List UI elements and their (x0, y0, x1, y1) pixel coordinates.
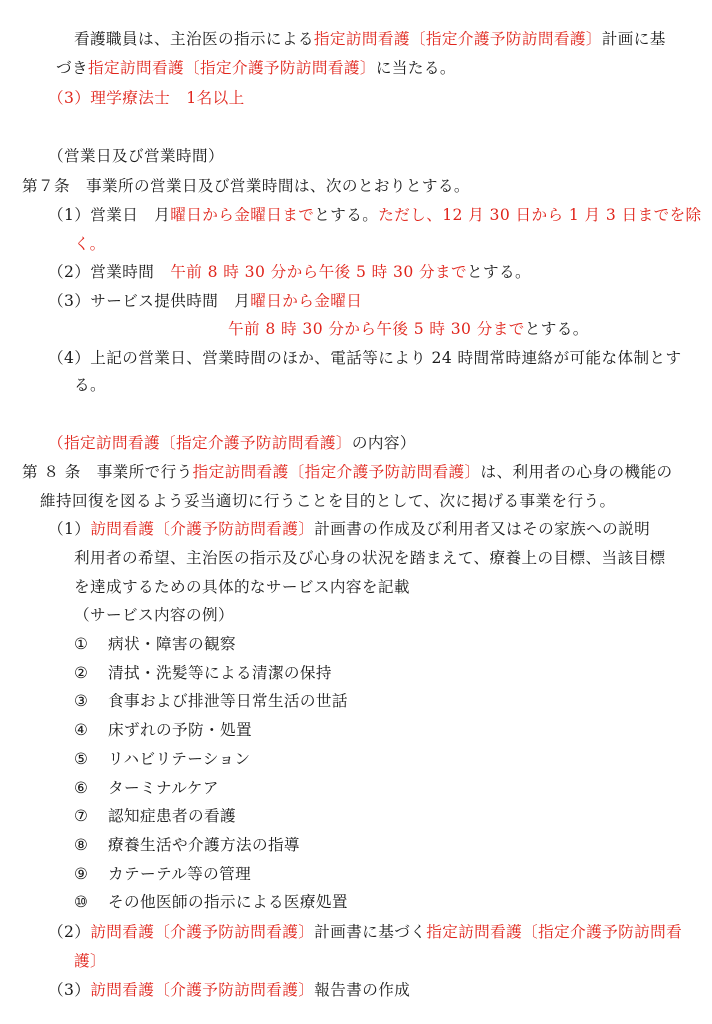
example-text: 認知症患者の看護 (108, 807, 236, 825)
art7-heading: 第７条 事業所の営業日及び営業時間は、次のとおりとする。 (22, 177, 470, 195)
highlighted-text: 訪問看護〔介護予防訪問看護〕 (90, 981, 315, 999)
highlighted-text: 曜日から金曜日まで (170, 206, 315, 224)
art7-item4-line1: （4）上記の営業日、営業時間のほか、電話等により 24 時間常時連絡が可能な体制とす (48, 349, 682, 367)
highlighted-text: 指定訪問看護〔指定介護予防訪問看護〕 (88, 59, 376, 77)
example-number: ⑧ (74, 836, 89, 854)
art7-item3-line2 (228, 318, 589, 340)
body-text: とする。 (467, 263, 531, 281)
highlighted-text: 指定訪問看護〔指定介護予防訪問看 (426, 923, 683, 941)
example-text: 床ずれの予防・処置 (108, 721, 252, 739)
example-text: カテーテル等の管理 (108, 865, 252, 883)
art8-item2-line2: 護〕 (74, 952, 106, 970)
body-text: とする。 (524, 320, 589, 338)
body-text: 計画書の作成及び利用者又はその家族への説明 (314, 520, 651, 538)
art7-item4-line2: る。 (74, 376, 106, 394)
art8-examples-caption: （サービス内容の例） (74, 606, 234, 624)
highlighted-text: 曜日から金曜日 (250, 292, 363, 310)
highlighted-text: 午前 8 時 30 分から午後 5 時 30 分まで (170, 263, 467, 281)
body-text: づき (56, 59, 88, 77)
body-text: の内容） (351, 434, 416, 452)
example-text: リハビリテーション (108, 750, 251, 768)
body-text: 看護職員は、主治医の指示による (74, 30, 314, 48)
example-number: ⑨ (74, 865, 89, 883)
example-text: 食事および排泄等日常生活の世話 (108, 692, 348, 710)
highlighted-text: 指定訪問看護〔指定介護予防訪問看護〕 (313, 30, 602, 48)
body-text: 計画に基 (601, 30, 666, 48)
highlighted-text: ただし、12 月 30 日から 1 月 3 日までを除 (378, 206, 702, 224)
example-text: 療養生活や介護方法の指導 (108, 836, 300, 854)
body-text: 計画書に基づく (314, 923, 427, 941)
example-number: ⑦ (74, 807, 89, 825)
body-text: （2） (48, 923, 91, 941)
art8-caption (48, 432, 416, 454)
art6-item3-physical-therapist: （3）理学療法士 1名以上 (48, 89, 245, 107)
art7-item2-business-hours (48, 261, 531, 283)
highlighted-text: （指定訪問看護〔指定介護予防訪問看護〕 (48, 434, 352, 452)
highlighted-text: 訪問看護〔介護予防訪問看護〕 (90, 923, 315, 941)
art8-item3-report (48, 979, 410, 1001)
art6-text-line2 (56, 57, 456, 79)
art7-item1-business-days (48, 204, 702, 226)
example-number: ⑥ (74, 779, 89, 797)
example-number: ④ (74, 721, 89, 739)
body-text: （1） (48, 520, 91, 538)
art7-caption: （営業日及び営業時間） (48, 147, 224, 165)
example-number: ⑩ (74, 893, 89, 911)
art8-item1-line1 (48, 518, 650, 540)
art7-item1-line2: く。 (74, 235, 106, 253)
body-text: 報告書の作成 (314, 981, 411, 999)
highlighted-text: 訪問看護〔介護予防訪問看護〕 (90, 520, 315, 538)
body-text: （1）営業日 月 (48, 206, 171, 224)
art8-item2-line1 (48, 921, 682, 943)
example-number: ⑤ (74, 750, 89, 768)
art8-item1-desc-line2: を達成するための具体的なサービス内容を記載 (74, 578, 410, 596)
example-text: その他医師の指示による医療処置 (108, 893, 348, 911)
highlighted-text: 指定訪問看護〔指定介護予防訪問看護〕 (192, 463, 481, 481)
example-number: ① (74, 635, 89, 653)
example-number: ③ (74, 692, 89, 710)
art8-heading-line1 (22, 461, 672, 483)
body-text: とする。 (314, 206, 379, 224)
example-text: 病状・障害の観察 (108, 635, 236, 653)
body-text: に当たる。 (375, 59, 456, 77)
body-text: （2）営業時間 (48, 263, 171, 281)
art7-item3-service-hours (48, 290, 362, 312)
body-text: 第 ８ 条 事業所で行う (22, 463, 193, 481)
body-text: （3） (48, 981, 91, 999)
art8-item1-desc-line1: 利用者の希望、主治医の指示及び心身の状況を踏まえて、療養上の目標、当該目標 (74, 549, 666, 567)
body-text: は、利用者の心身の機能の (480, 463, 673, 481)
example-text: ターミナルケア (108, 779, 219, 797)
example-text: 清拭・洗髪等による清潔の保持 (108, 664, 332, 682)
example-number: ② (74, 664, 89, 682)
highlighted-text: 午前 8 時 30 分から午後 5 時 30 分まで (228, 320, 525, 338)
art8-heading-line2: 維持回復を図るよう妥当適切に行うことを目的として、次に掲げる事業を行う。 (40, 492, 616, 510)
art6-text-line1 (74, 28, 666, 50)
body-text: （3）サービス提供時間 月 (48, 292, 251, 310)
